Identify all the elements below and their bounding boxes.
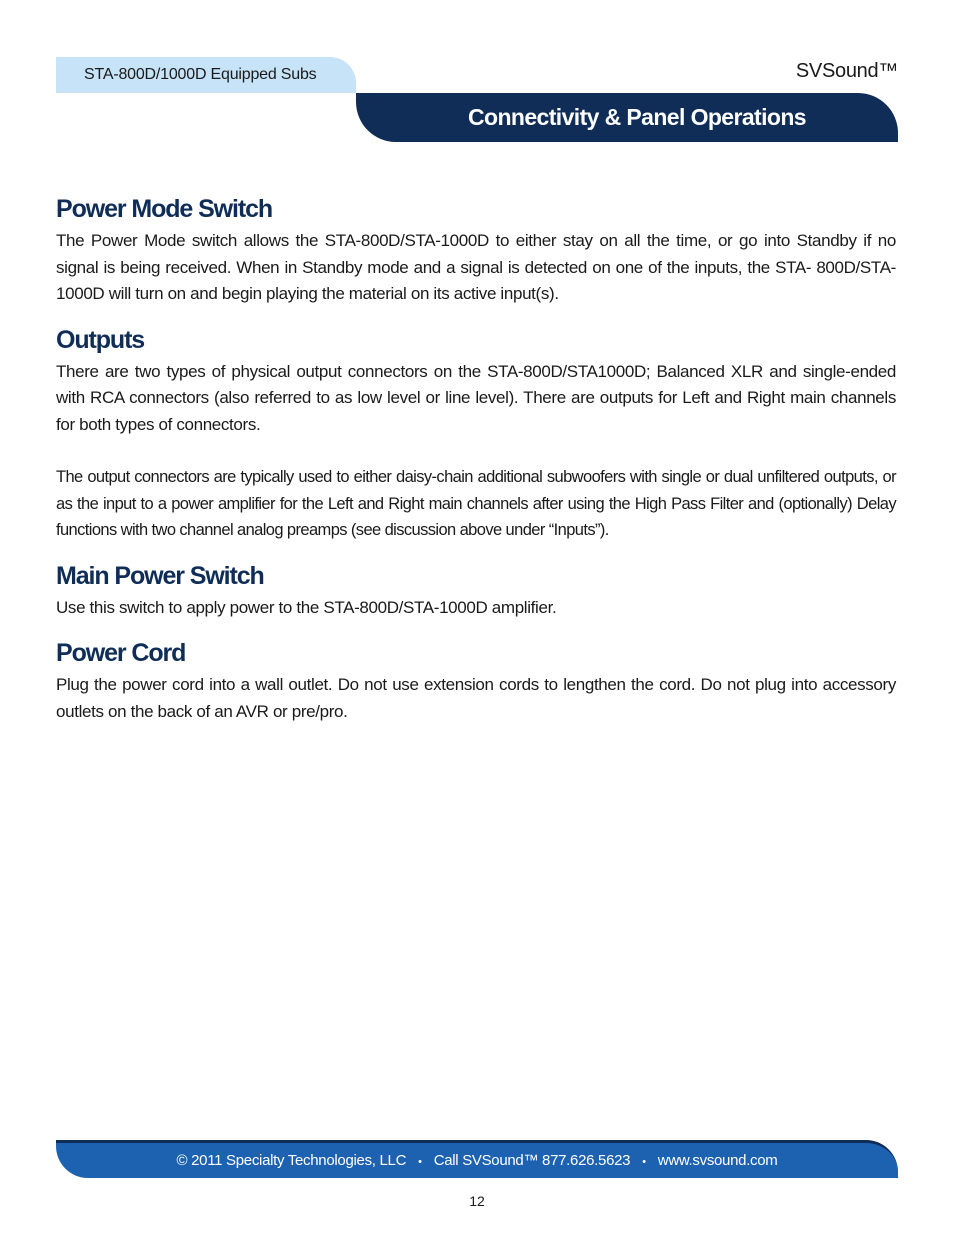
heading-power-mode-switch: Power Mode Switch bbox=[56, 195, 273, 223]
paragraph-outputs-usage: The output connectors are typically used to either daisy-chain additional subwoofers with single or dual unfiltered outputs, or as the input to a power amplifier for the Left and Right main channels after using the High Pass Filter and (optionally) Delay functions with two channel analog preamps (see discussion above under “Inputs”). bbox=[56, 468, 896, 539]
brand-name: SVSound™ bbox=[795, 60, 898, 82]
footer-bar bbox=[56, 1140, 898, 1178]
page-number: 12 bbox=[469, 1193, 485, 1209]
footer-phone: Call SVSound™ 877.626.5623 bbox=[433, 1152, 631, 1169]
paragraph-outputs-types: There are two types of physical output connectors on the STA-800D/STA1000D; Balanced XLR and single-ended with RCA connectors (also referred to as low level or line level). There are outputs for Left and Right main channels for both types of connectors. bbox=[56, 361, 896, 434]
section-spacer bbox=[56, 621, 896, 634]
page-content bbox=[56, 190, 896, 725]
footer-separator: • bbox=[642, 1156, 646, 1168]
paragraph-power-mode-switch: The Power Mode switch allows the STA-800D/STA-1000D to either stay on all the time, or go into Standby if no signal is being received. When in Standby mode and a signal is detected on one of the inputs, the STA- 800D/STA-1000D will turn on and begin playing the material on its active input(s). bbox=[56, 231, 896, 303]
paragraph-power-cord: Plug the power cord into a wall outlet. Do not use extension cords to lengthen the cord. Do not plug into accessory outlets on the back of an AVR or pre/pro. bbox=[56, 675, 896, 721]
section-spacer bbox=[56, 308, 896, 321]
section-spacer bbox=[56, 544, 896, 557]
paragraph-spacer bbox=[56, 438, 896, 464]
model-tab: STA-800D/1000D Equipped Subs bbox=[56, 57, 356, 93]
heading-power-cord: Power Cord bbox=[56, 639, 186, 667]
footer-separator: • bbox=[418, 1156, 422, 1168]
section-title-bar: Connectivity & Panel Operations bbox=[356, 93, 898, 142]
heading-main-power-switch: Main Power Switch bbox=[56, 561, 264, 590]
footer-website-link[interactable]: www.svsound.com bbox=[657, 1152, 778, 1169]
paragraph-main-power-switch: Use this switch to apply power to the STA-800D/STA-1000D amplifier. bbox=[56, 597, 557, 617]
heading-outputs: Outputs bbox=[56, 325, 145, 354]
footer-copyright: © 2011 Specialty Technologies, LLC bbox=[176, 1152, 407, 1169]
